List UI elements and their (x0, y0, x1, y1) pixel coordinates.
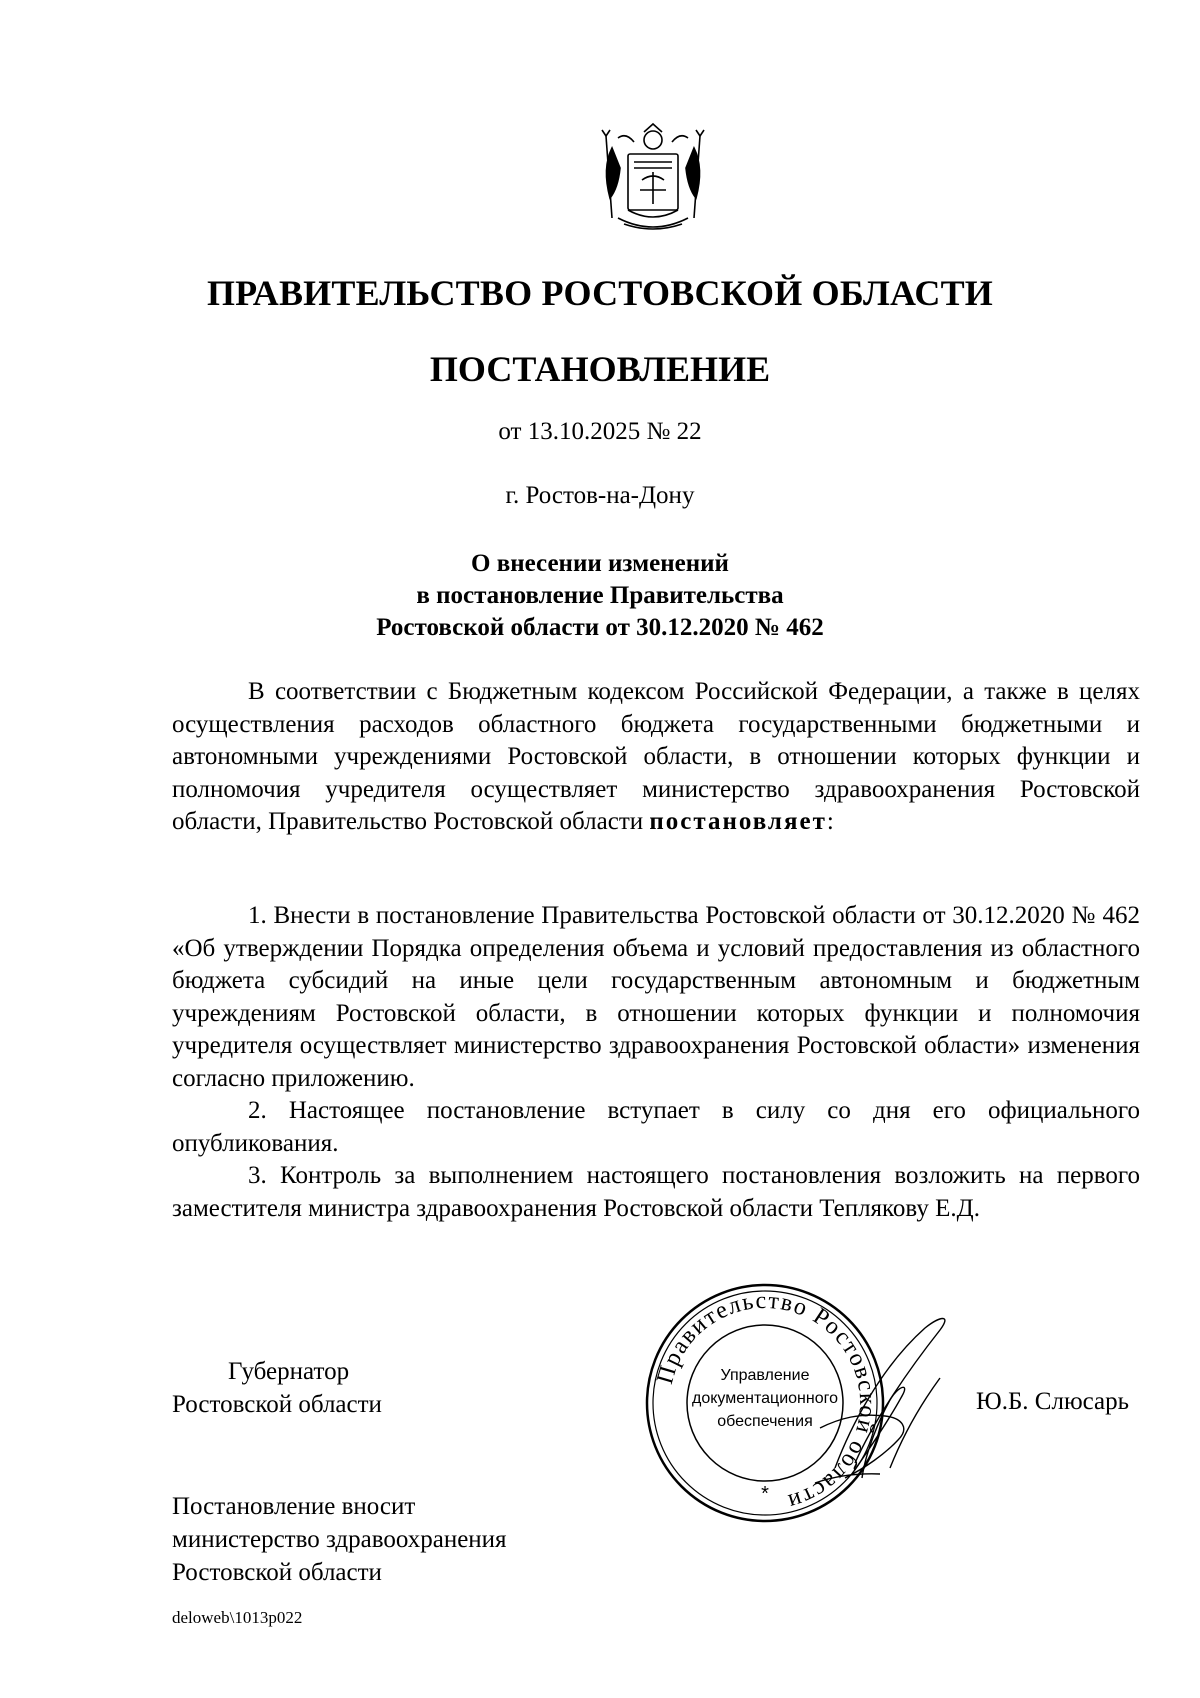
resolution-item: 3. Контроль за выполнением настоящего постановления возложить на первого заместителя министра здравоохранения Ростовской области Теплякову Е.Д. (172, 1162, 1140, 1222)
resolution-items (172, 900, 1140, 1225)
stamp-star: * (761, 1483, 769, 1505)
stamp-line: документационного (692, 1390, 838, 1407)
stamp-ring-text: Правительство Ростовской области (652, 1287, 881, 1516)
document-subject (0, 548, 1200, 644)
preamble-text: В соответствии с Бюджетным кодексом Российской Федерации, а также в целях осуществления расходов областного бюджета государственными бюджетными и автономными учреждениями Ростовской области, в отношении которых функции и полномочия учредителя осуществляет министерство здравоохранения Ростовской области, Правительство Ростовской области (172, 678, 1140, 835)
subject-line: О внесении изменений (471, 550, 729, 577)
stamp-line: Управление (720, 1367, 810, 1384)
governor-title-line: Губернатор (228, 1358, 350, 1385)
resolves-word: постановляет (649, 808, 827, 835)
governor-title (172, 1355, 382, 1421)
signer-name: Ю.Б. Слюсарь (976, 1388, 1130, 1415)
preamble-colon: : (826, 808, 834, 835)
introduced-by-line: министерство здравоохранения (172, 1526, 507, 1553)
resolution-item: 1. Внести в постановление Правительства Ростовской области от 30.12.2020 № 462 «Об утверждении Порядка определения объема и условий предоставления из областного бюджета субсидий на иные цели государственным автономным и бюджетным учреждениям Ростовской области, в отношении которых функции и полномочия учредителя осуществляет министерство здравоохранения Ростовской области» изменения согласно приложению. (172, 902, 1140, 1092)
document-city: г. Ростов-на-Дону (505, 482, 695, 509)
subject-line: Ростовской области от 30.12.2020 № 462 (376, 614, 824, 641)
organization-title: ПРАВИТЕЛЬСТВО РОСТОВСКОЙ ОБЛАСТИ (206, 273, 994, 313)
file-reference: deloweb\1013p022 (172, 1608, 303, 1627)
subject-line: в постановление Правительства (416, 582, 784, 609)
preamble (172, 676, 1140, 839)
introduced-by-line: Постановление вносит (172, 1493, 416, 1520)
governor-title-line: Ростовской области (172, 1391, 382, 1418)
coat-of-arms-icon (594, 118, 712, 236)
preamble-paragraph (172, 676, 1140, 839)
introduced-by (172, 1490, 507, 1589)
resolution-item: 2. Настоящее постановление вступает в силу со дня его официального опубликования. (172, 1097, 1140, 1157)
document-date-number: от 13.10.2025 № 22 (498, 418, 702, 445)
introduced-by-line: Ростовской области (172, 1559, 382, 1586)
document-type: ПОСТАНОВЛЕНИЕ (429, 349, 771, 389)
stamp-line: обеспечения (717, 1413, 813, 1430)
official-stamp (640, 1278, 980, 1528)
